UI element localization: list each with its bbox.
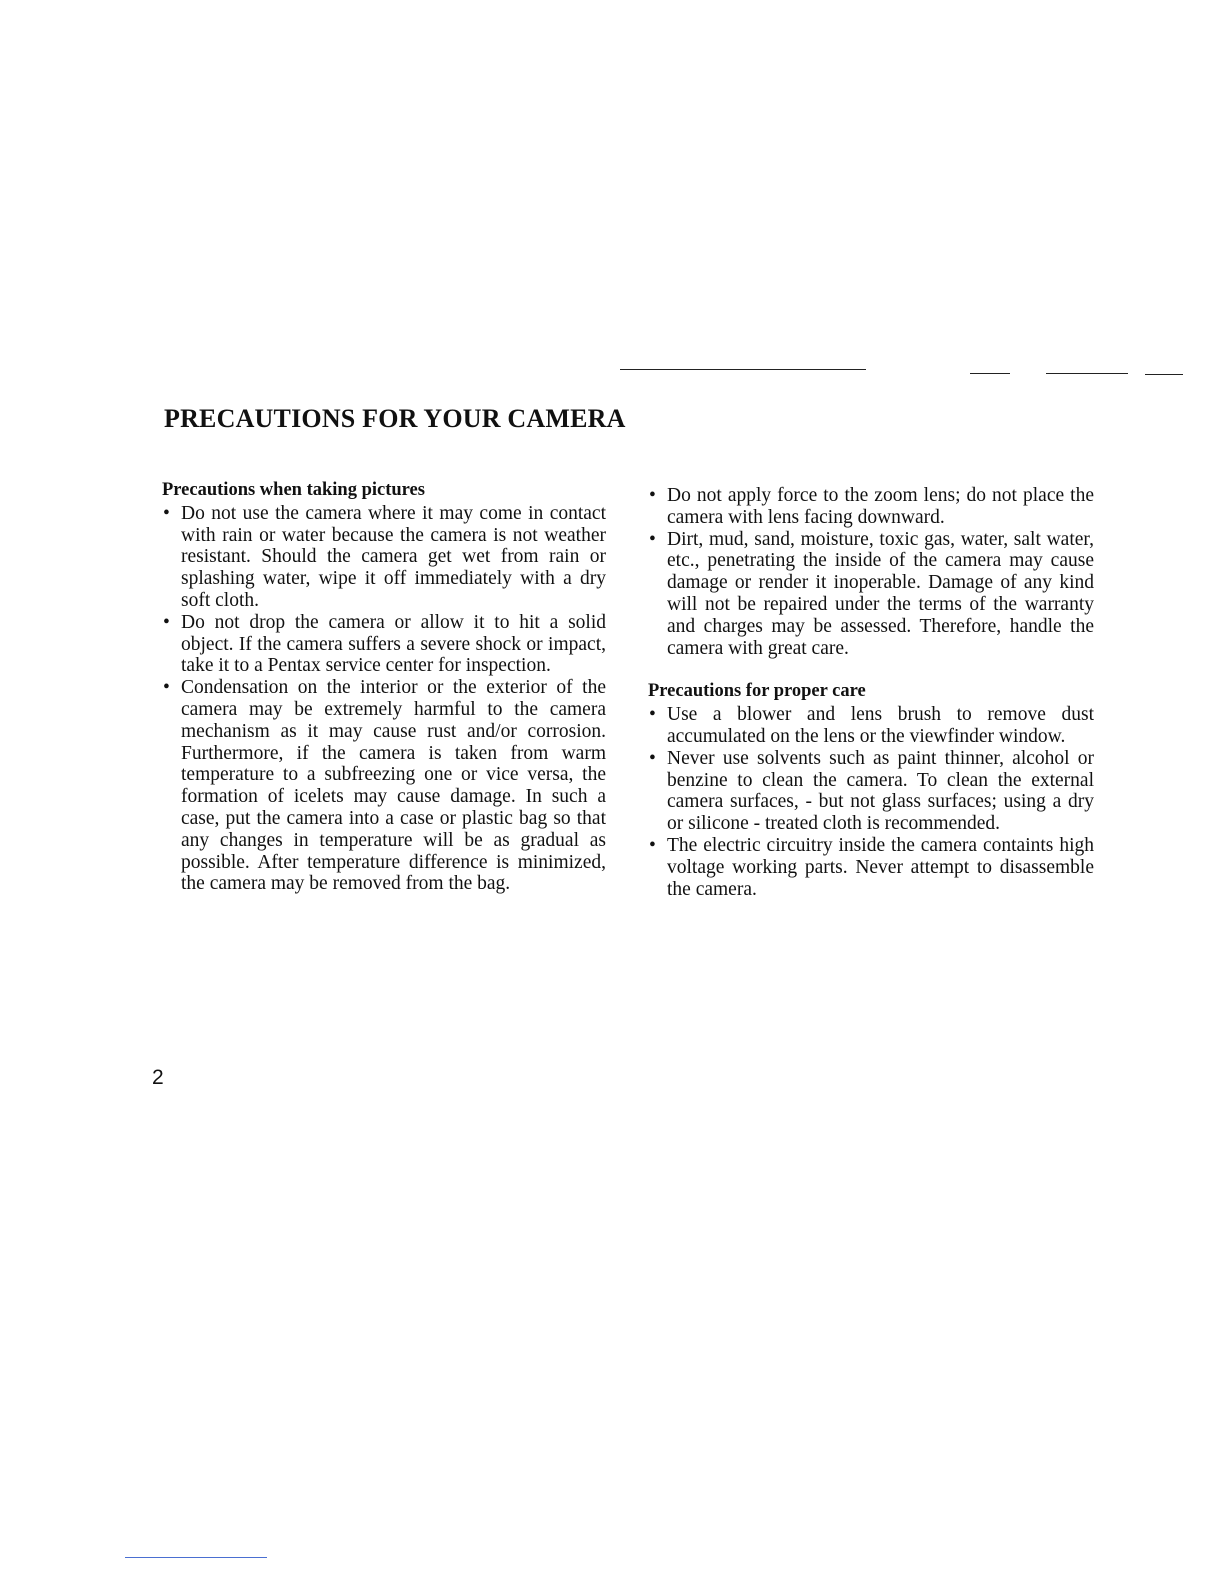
right-column bbox=[648, 480, 1094, 900]
page-number: 2 bbox=[152, 1066, 164, 1089]
section-heading-taking-pictures: Precautions when taking pictures bbox=[162, 480, 425, 500]
list-item-text: Condensation on the interior or the exterior of the camera may be extremely harmful to the camera mechanism as it may cause rust and/or corrosion. Furthermore, if the camera is taken from warm temperature to a subfreezing one or vice versa, the formation of icelets may cause damage. In such a case, put the camera into a case or plastic bag so that any changes in temperature will be as gradual as possible. After temperature difference is minimized, the camera may be removed from the bag. bbox=[181, 677, 606, 895]
list-item-text: Use a blower and lens brush to remove dust accumulated on the lens or the viewfinder window. bbox=[667, 704, 1094, 747]
bullet-icon: • bbox=[163, 611, 170, 633]
list-item bbox=[162, 612, 606, 677]
bullet-icon: • bbox=[649, 528, 656, 550]
list-item-text: The electric circuitry inside the camera containts high voltage working parts. Never attempt to disassemble the camera. bbox=[667, 834, 1094, 900]
header-rule bbox=[620, 369, 866, 370]
taking-pictures-list-continued bbox=[648, 485, 1094, 659]
list-item-text: Do not drop the camera or allow it to hit a solid object. If the camera suffers a severe shock or impact, take it to a Pentax service center for inspection. bbox=[181, 611, 606, 677]
footer-rule bbox=[125, 1557, 267, 1558]
header-rule bbox=[1046, 373, 1128, 374]
bullet-icon: • bbox=[649, 747, 656, 769]
list-item bbox=[648, 529, 1094, 660]
list-item bbox=[648, 835, 1094, 900]
header-rule bbox=[1145, 374, 1183, 375]
taking-pictures-list bbox=[162, 503, 606, 895]
list-item bbox=[648, 704, 1094, 748]
proper-care-list bbox=[648, 704, 1094, 900]
header-rule bbox=[970, 373, 1010, 374]
list-item-text: Dirt, mud, sand, moisture, toxic gas, water, salt water, etc., penetrating the inside of the camera may cause damage or render it inoperable. Damage of any kind will not be repaired under the terms of the warranty and charges may be assessed. Therefore, handle the camera with great care. bbox=[667, 528, 1094, 659]
bullet-icon: • bbox=[163, 677, 170, 699]
page-title: PRECAUTIONS FOR YOUR CAMERA bbox=[164, 404, 626, 433]
bullet-icon: • bbox=[163, 502, 170, 524]
list-item-text: Do not apply force to the zoom lens; do not place the camera with lens facing downward. bbox=[667, 485, 1094, 528]
bullet-icon: • bbox=[649, 834, 656, 856]
list-item bbox=[162, 503, 606, 612]
list-item-text: Never use solvents such as paint thinner, alcohol or benzine to clean the camera. To clean the external camera surfaces, - but not glass surfaces; using a dry or silicone - treated cloth is recommended. bbox=[667, 747, 1094, 835]
list-item-text: Do not use the camera where it may come in contact with rain or water because the camera is not weather resistant. Should the camera get wet from rain or splashing water, wipe it off immediately with a dry soft cloth. bbox=[181, 502, 606, 611]
list-item bbox=[162, 677, 606, 895]
bullet-icon: • bbox=[649, 704, 656, 726]
bullet-icon: • bbox=[649, 485, 656, 506]
left-column bbox=[162, 480, 606, 895]
section-heading-proper-care: Precautions for proper care bbox=[648, 681, 866, 702]
list-item bbox=[648, 748, 1094, 835]
list-item bbox=[648, 485, 1094, 529]
